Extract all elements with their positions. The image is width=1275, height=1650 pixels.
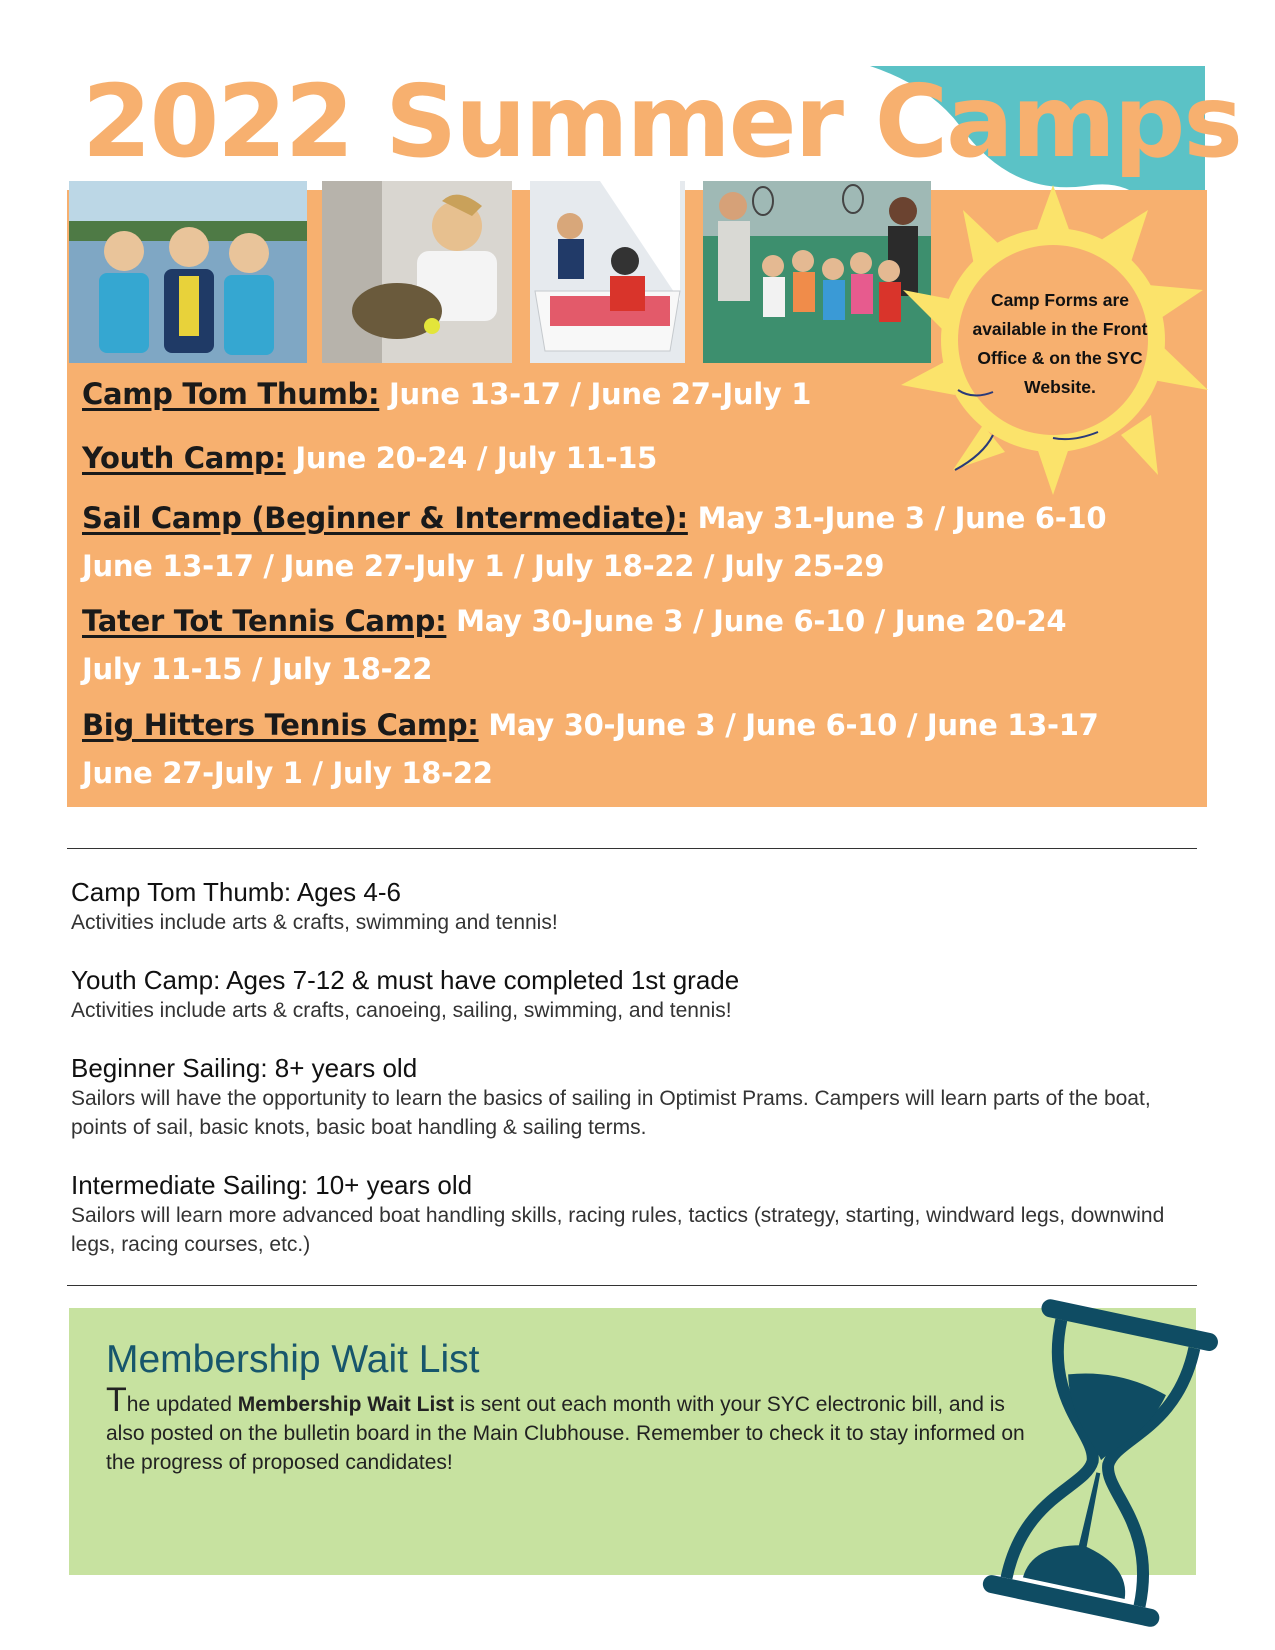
detail-camp-tom-thumb: [71, 876, 1206, 937]
schedule-camp-tom-thumb: [82, 374, 811, 414]
camp-name: Camp Tom Thumb:: [82, 377, 380, 411]
camp-dates: May 30-June 3 / June 6-10 / June 13-17: [478, 708, 1099, 742]
camp-dates: May 30-June 3 / June 6-10 / June 20-24: [446, 604, 1067, 638]
photo-life-jackets: [69, 181, 307, 363]
camp-name: Youth Camp:: [82, 441, 286, 475]
camp-name: Big Hitters Tennis Camp:: [82, 708, 479, 742]
wait-list-emphasis: Membership Wait List: [237, 1393, 454, 1416]
detail-text: Sailors will have the opportunity to learn the basics of sailing in Optimist Prams. Campers will learn parts of the boat, points of sail, basic knots, basic boat handling & sailing terms.: [71, 1087, 1151, 1139]
divider: [67, 848, 1197, 849]
detail-heading: Camp Tom Thumb: Ages 4-6: [71, 877, 401, 907]
detail-intermediate-sailing: [71, 1169, 1206, 1259]
schedule-tater-tot-dates-cont: July 11-15 / July 18-22: [82, 652, 433, 686]
camp-name: Sail Camp (Beginner & Intermediate):: [82, 501, 688, 535]
page-title: 2022 Summer Camps: [82, 63, 1241, 180]
camp-dates: June 13-17 / June 27-July 1: [379, 377, 812, 411]
detail-text: Sailors will learn more advanced boat handling skills, racing rules, tactics (strategy, starting, windward legs, downwind legs, racing courses, etc.): [71, 1204, 1165, 1256]
hourglass-icon: [970, 1295, 1230, 1635]
camp-dates: May 31-June 3 / June 6-10: [687, 501, 1107, 535]
camp-dates: June 20-24 / July 11-15: [285, 441, 658, 475]
detail-youth-camp: [71, 964, 1206, 1025]
detail-heading: Beginner Sailing: 8+ years old: [71, 1053, 418, 1083]
wait-list-text: The updated Membership Wait List is sent out each month with your SYC electronic bill, and is also posted on the bulletin board in the Main Clubhouse. Remember to check it to stay informed on the progress of proposed candidates!: [106, 1381, 1025, 1474]
schedule-big-hitters-tennis: [82, 705, 1099, 745]
detail-text: Activities include arts & crafts, canoeing, sailing, swimming, and tennis!: [71, 999, 732, 1022]
schedule-youth-camp: [82, 438, 657, 478]
detail-text: Activities include arts & crafts, swimming and tennis!: [71, 911, 558, 934]
schedule-big-hitters-dates-cont: June 27-July 1 / July 18-22: [82, 756, 493, 790]
detail-heading: Intermediate Sailing: 10+ years old: [71, 1170, 473, 1200]
schedule-sail-camp: [82, 498, 1106, 538]
drop-cap: T: [106, 1381, 127, 1419]
camp-forms-notice: Camp Forms are available in the Front Office & on the SYC Website.: [972, 290, 1148, 397]
photo-sailboat: [530, 181, 685, 363]
wait-list-title: Membership Wait List: [106, 1338, 480, 1381]
photo-turtle: [322, 181, 512, 363]
detail-heading: Youth Camp: Ages 7-12 & must have completed 1st grade: [71, 965, 740, 995]
camp-name: Tater Tot Tennis Camp:: [82, 604, 447, 638]
schedule-tater-tot-tennis: [82, 601, 1066, 641]
schedule-sail-camp-dates-cont: June 13-17 / June 27-July 1 / July 18-22 / July 25-29: [82, 549, 885, 583]
divider: [67, 1285, 1197, 1286]
detail-beginner-sailing: [71, 1052, 1206, 1142]
